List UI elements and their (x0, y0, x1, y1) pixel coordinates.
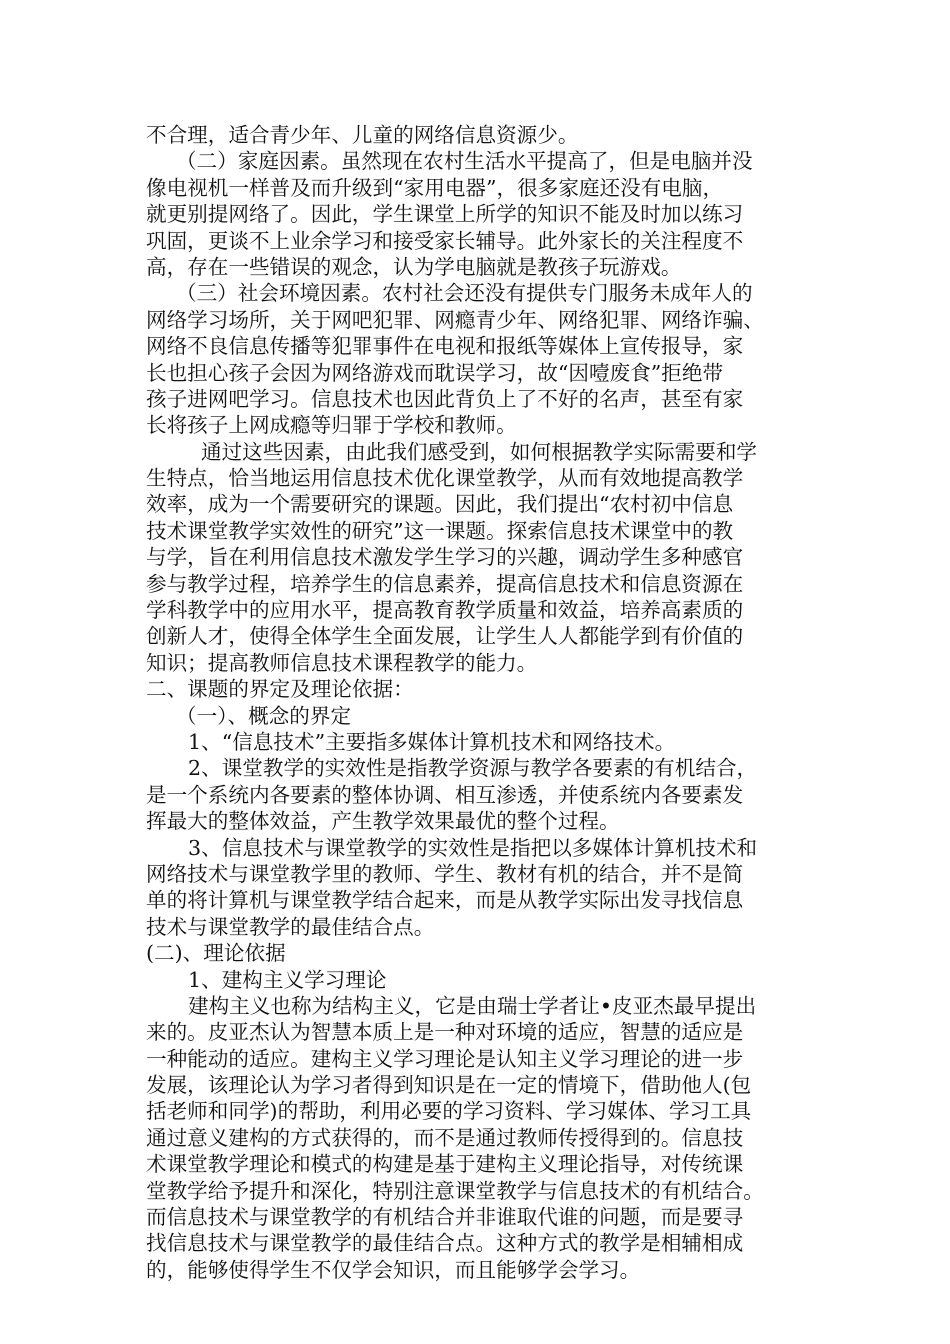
text-line: 1、“信息技术”主要指多媒体计算机技术和网络技术。 (188, 729, 676, 754)
text-line: 效率，成为一个需要研究的课题。因此，我们提出“农村初中信息 (146, 492, 734, 517)
text-line: 1、建构主义学习理论 (188, 967, 387, 992)
text-line: 与学，旨在利用信息技术激发学生学习的兴趣，调动学生多种感官 (146, 545, 744, 570)
text-line: （二）家庭因素。虽然现在农村生活水平提高了，但是电脑并没 (176, 149, 753, 174)
text-line: 知识；提高教师信息技术课程教学的能力。 (146, 650, 538, 675)
text-line: 括老师和同学)的帮助，利用必要的学习资料、学习媒体、学习工具 (146, 1099, 752, 1124)
text-line: 2、课堂教学的实效性是指教学资源与教学各要素的有机结合， (188, 756, 758, 781)
text-line: 发展，该理论认为学习者得到知识是在一定的情境下，借助他人(包 (146, 1073, 752, 1098)
text-line: 二、课题的界定及理论依据： (146, 677, 414, 702)
text-line: 技术与课堂教学的最佳结合点。 (146, 914, 435, 939)
text-line: 技术课堂教学实效性的研究”这一课题。探索信息技术课堂中的教 (146, 518, 734, 543)
text-line: 创新人才，使得全体学生全面发展，让学生人人都能学到有价值的 (146, 624, 744, 649)
text-line: 通过意义建构的方式获得的，而不是通过教师传授得到的。信息技 (146, 1125, 744, 1150)
text-line: 高，存在一些错误的观念，认为学电脑就是教孩子玩游戏。 (146, 254, 682, 279)
text-line: 网络学习场所，关于网吧犯罪、网瘾青少年、网络犯罪、网络诈骗、 (146, 307, 764, 332)
text-line: 网络不良信息传播等犯罪事件在电视和报纸等媒体上宣传报导，家 (146, 334, 744, 359)
text-line: （一）、概念的界定 (176, 703, 352, 728)
text-line: 通过这些因素，由此我们感受到，如何根据教学实际需要和学 (201, 439, 758, 464)
text-line: 而信息技术与课堂教学的有机结合并非谁取代谁的问题，而是要寻 (146, 1205, 744, 1230)
text-line: (二)、理论依据 (146, 941, 286, 966)
text-line: 建构主义也称为结构主义，它是由瑞士学者让•皮亚杰最早提出 (188, 993, 757, 1018)
text-line: （三）社会环境因素。农村社会还没有提供专门服务未成年人的 (176, 281, 753, 306)
text-line: 生特点，恰当地运用信息技术优化课堂教学，从而有效地提高教学 (146, 466, 744, 491)
text-line: 的，能够使得学生不仅学会知识，而且能够学会学习。 (146, 1257, 641, 1282)
text-line: 长将孩子上网成瘾等归罪于学校和教师。 (146, 413, 517, 438)
text-line: 不合理，适合青少年、儿童的网络信息资源少。 (146, 123, 579, 147)
text-line: 学科教学中的应用水平，提高教育教学质量和效益，培养高素质的 (146, 598, 744, 623)
text-line: 网络技术与课堂教学里的教师、学生、教材有机的结合，并不是简 (146, 861, 744, 886)
text-line: 来的。皮亚杰认为智慧本质上是一种对环境的适应，智慧的适应是 (146, 1020, 744, 1045)
text-line: 像电视机一样普及而升级到“家用电器”，很多家庭还没有电脑， (146, 175, 724, 200)
document-body (146, 122, 806, 1283)
text-line: 孩子进网吧学习。信息技术也因此背负上了不好的名声，甚至有家 (146, 386, 744, 411)
text-line: 术课堂教学理论和模式的构建是基于建构主义理论指导，对传统课 (146, 1152, 744, 1177)
text-line: 挥最大的整体效益，产生教学效果最优的整个过程。 (146, 809, 620, 834)
text-line: 巩固，更谈不上业余学习和接受家长辅导。此外家长的关注程度不 (146, 228, 744, 253)
text-line: 参与教学过程，培养学生的信息素养，提高信息技术和信息资源在 (146, 571, 744, 596)
text-line: 就更别提网络了。因此，学生课堂上所学的知识不能及时加以练习 (146, 202, 744, 227)
text-line: 堂教学给予提升和深化，特别注意课堂教学与信息技术的有机结合。 (146, 1178, 764, 1203)
text-line: 是一个系统内各要素的整体协调、相互渗透，并使系统内各要素发 (146, 782, 744, 807)
text-line: 一种能动的适应。建构主义学习理论是认知主义学习理论的进一步 (146, 1046, 744, 1071)
text-line: 找信息技术与课堂教学的最佳结合点。这种方式的教学是相辅相成 (146, 1231, 744, 1256)
text-line: 3、信息技术与课堂教学的实效性是指把以多媒体计算机技术和 (188, 835, 758, 860)
text-line: 单的将计算机与课堂教学结合起来，而是从教学实际出发寻找信息 (146, 888, 744, 913)
text-line: 长也担心孩子会因为网络游戏而耽误学习，故“因噎废食”拒绝带 (146, 360, 724, 385)
